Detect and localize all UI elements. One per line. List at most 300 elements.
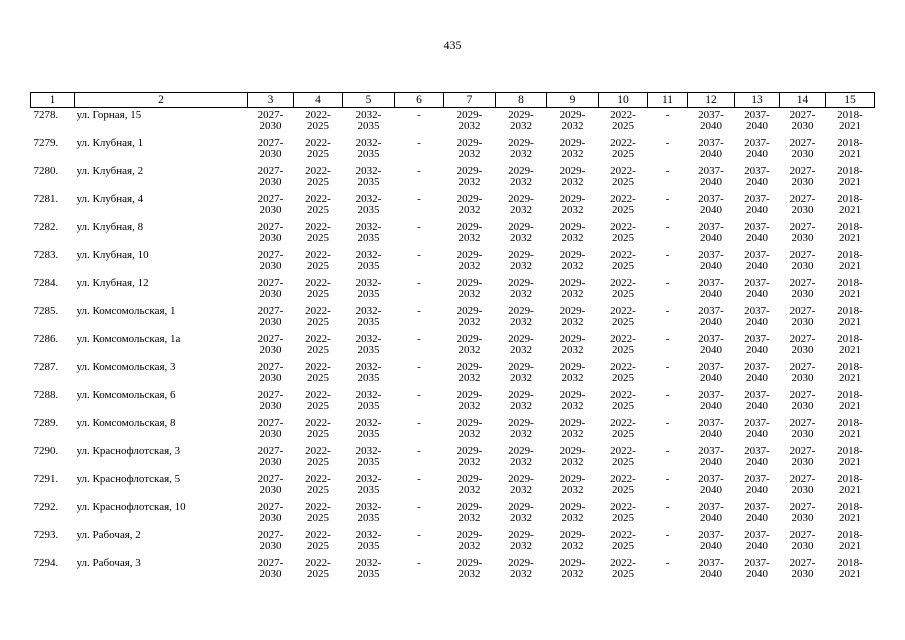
period-start: 2029- <box>559 389 586 401</box>
period-start: 2022- <box>305 305 331 317</box>
period-start: 2032- <box>355 305 382 317</box>
period-cell <box>343 166 395 194</box>
period-start: 2018- <box>837 305 863 317</box>
period-end: 2021 <box>838 176 861 188</box>
period-start: 2029- <box>508 417 534 429</box>
period-cell <box>444 558 496 586</box>
period-end: 2025 <box>306 456 329 468</box>
period-start: 2029- <box>508 165 534 177</box>
period-cell <box>735 558 780 586</box>
period-start: 2027- <box>789 277 816 289</box>
period-start: 2027- <box>257 165 284 177</box>
period-start: 2022- <box>305 389 331 401</box>
period-cell <box>599 362 648 390</box>
period-cell <box>735 334 780 362</box>
period-cell <box>599 390 648 418</box>
period-cell <box>780 194 826 222</box>
period-cell <box>599 446 648 474</box>
period-end: 2030 <box>791 400 814 412</box>
period-end: 2030 <box>791 512 814 524</box>
period-end: 2030 <box>259 456 282 468</box>
period-start: 2029- <box>456 137 483 149</box>
row-number: 7289. <box>33 417 59 429</box>
period-start: 2037- <box>698 389 724 401</box>
period-cell <box>248 194 294 222</box>
period-cell <box>780 108 826 139</box>
period-cell <box>688 278 735 306</box>
period-end: 2040 <box>745 456 768 468</box>
period-start: 2029- <box>456 221 483 233</box>
period-start: 2027- <box>257 473 284 485</box>
period-cell <box>444 194 496 222</box>
period-cell <box>343 108 395 139</box>
period-end: 2025 <box>306 204 329 216</box>
period-start: 2037- <box>698 501 724 513</box>
period-start: 2018- <box>837 249 863 261</box>
period-end: 2021 <box>838 148 861 160</box>
period-end: 2040 <box>745 568 768 580</box>
period-cell <box>599 108 648 139</box>
row-number: 7291. <box>33 473 59 485</box>
period-end: 2030 <box>259 316 282 328</box>
period-end: 2040 <box>745 372 768 384</box>
period-cell <box>780 530 826 558</box>
period-end: 2040 <box>745 204 768 216</box>
period-cell <box>343 138 395 166</box>
period-cell <box>343 250 395 278</box>
column-header: 4 <box>294 93 343 108</box>
period-end: 2032 <box>561 344 584 356</box>
period-end: 2025 <box>611 120 634 132</box>
period-end: 2021 <box>838 344 861 356</box>
period-cell <box>444 530 496 558</box>
period-start: 2032- <box>355 221 382 233</box>
period-end: 2040 <box>745 400 768 412</box>
period-end: 2032 <box>458 232 481 244</box>
period-cell <box>547 108 599 139</box>
period-start: 2018- <box>837 277 863 289</box>
period-cell <box>826 530 875 558</box>
table-row <box>31 222 875 250</box>
period-end: 2030 <box>259 372 282 384</box>
period-cell <box>547 194 599 222</box>
period-start: 2029- <box>559 305 586 317</box>
row-address: ул. Клубная, 1 <box>76 137 144 149</box>
period-end: 2025 <box>611 540 634 552</box>
period-end: 2025 <box>611 260 634 272</box>
period-cell <box>294 194 343 222</box>
period-end: 2030 <box>259 512 282 524</box>
period-cell <box>294 250 343 278</box>
period-cell: - <box>417 389 421 401</box>
period-cell: - <box>665 473 670 485</box>
period-cell <box>826 250 875 278</box>
period-cell <box>248 138 294 166</box>
period-end: 2035 <box>357 316 380 328</box>
period-cell <box>343 418 395 446</box>
period-end: 2035 <box>357 540 380 552</box>
period-cell <box>496 334 547 362</box>
column-header: 8 <box>496 93 547 108</box>
period-end: 2030 <box>791 568 814 580</box>
period-cell <box>599 502 648 530</box>
period-cell <box>248 362 294 390</box>
period-cell <box>444 166 496 194</box>
period-cell <box>294 222 343 250</box>
period-cell <box>444 418 496 446</box>
period-start: 2027- <box>789 221 816 233</box>
column-header: 9 <box>547 93 599 108</box>
period-start: 2032- <box>355 109 382 121</box>
row-address: ул. Клубная, 8 <box>76 221 144 233</box>
period-end: 2025 <box>306 484 329 496</box>
period-end: 2025 <box>611 148 634 160</box>
period-end: 2040 <box>699 344 722 356</box>
period-start: 2037- <box>698 221 724 233</box>
period-end: 2021 <box>838 568 861 580</box>
period-end: 2030 <box>791 456 814 468</box>
period-start: 2022- <box>305 277 331 289</box>
period-end: 2030 <box>791 372 814 384</box>
period-start: 2027- <box>789 361 816 373</box>
row-address: ул. Рабочая, 2 <box>76 529 141 541</box>
period-cell <box>688 446 735 474</box>
period-cell <box>826 306 875 334</box>
period-cell <box>496 558 547 586</box>
row-number: 7285. <box>33 305 59 317</box>
table-row <box>31 306 875 334</box>
period-cell <box>248 250 294 278</box>
period-start: 2032- <box>355 389 382 401</box>
period-cell <box>294 446 343 474</box>
period-cell <box>547 362 599 390</box>
period-start: 2037- <box>698 109 724 121</box>
row-address: ул. Клубная, 2 <box>76 165 144 177</box>
period-cell <box>735 390 780 418</box>
period-cell <box>826 166 875 194</box>
row-address: ул. Рабочая, 3 <box>76 557 141 569</box>
period-start: 2037- <box>698 277 724 289</box>
period-end: 2032 <box>509 568 532 580</box>
period-start: 2018- <box>837 165 863 177</box>
period-end: 2035 <box>357 344 380 356</box>
period-cell <box>599 250 648 278</box>
row-address: ул. Комсомольская, 1 <box>76 305 176 317</box>
period-cell <box>599 222 648 250</box>
period-start: 2029- <box>456 557 483 569</box>
period-start: 2027- <box>257 277 284 289</box>
period-start: 2027- <box>789 137 816 149</box>
column-header: 1 <box>31 93 75 108</box>
period-end: 2040 <box>699 456 722 468</box>
period-start: 2037- <box>744 389 770 401</box>
period-end: 2035 <box>357 288 380 300</box>
period-start: 2029- <box>559 529 586 541</box>
period-end: 2021 <box>838 260 861 272</box>
period-cell: - <box>665 249 670 261</box>
period-end: 2032 <box>509 372 532 384</box>
period-cell <box>547 334 599 362</box>
period-cell <box>688 362 735 390</box>
period-end: 2040 <box>745 260 768 272</box>
period-start: 2022- <box>610 277 636 289</box>
period-start: 2029- <box>508 221 534 233</box>
period-end: 2032 <box>561 260 584 272</box>
period-cell <box>294 306 343 334</box>
period-end: 2032 <box>458 456 481 468</box>
period-start: 2018- <box>837 109 863 121</box>
row-number: 7280. <box>33 165 59 177</box>
period-start: 2022- <box>610 417 636 429</box>
period-start: 2018- <box>837 221 863 233</box>
period-start: 2029- <box>456 473 483 485</box>
period-cell <box>688 474 735 502</box>
period-end: 2030 <box>259 288 282 300</box>
period-end: 2032 <box>561 400 584 412</box>
period-start: 2022- <box>305 417 331 429</box>
period-end: 2035 <box>357 120 380 132</box>
period-end: 2032 <box>509 344 532 356</box>
period-start: 2032- <box>355 277 382 289</box>
period-start: 2018- <box>837 137 863 149</box>
period-cell <box>780 306 826 334</box>
column-header: 13 <box>735 93 780 108</box>
period-end: 2032 <box>509 288 532 300</box>
period-cell <box>248 108 294 139</box>
period-cell: - <box>417 333 421 345</box>
period-cell <box>735 502 780 530</box>
period-cell: - <box>417 305 421 317</box>
period-end: 2025 <box>611 400 634 412</box>
period-end: 2025 <box>611 344 634 356</box>
period-end: 2040 <box>699 232 722 244</box>
period-cell <box>826 558 875 586</box>
period-start: 2037- <box>744 165 770 177</box>
period-start: 2029- <box>456 165 483 177</box>
table-row <box>31 362 875 390</box>
period-start: 2018- <box>837 417 863 429</box>
period-end: 2025 <box>611 568 634 580</box>
period-cell <box>248 558 294 586</box>
period-end: 2025 <box>306 232 329 244</box>
period-cell <box>294 558 343 586</box>
period-cell <box>248 390 294 418</box>
period-cell <box>780 362 826 390</box>
period-end: 2032 <box>561 120 584 132</box>
period-end: 2030 <box>259 232 282 244</box>
period-end: 2032 <box>561 456 584 468</box>
period-end: 2025 <box>611 456 634 468</box>
period-end: 2025 <box>306 316 329 328</box>
period-start: 2029- <box>508 501 534 513</box>
row-address: ул. Краснофлотская, 5 <box>76 473 181 485</box>
period-end: 2030 <box>791 176 814 188</box>
period-end: 2040 <box>699 288 722 300</box>
period-cell <box>444 502 496 530</box>
period-cell <box>343 502 395 530</box>
period-start: 2027- <box>257 249 284 261</box>
period-start: 2027- <box>257 333 284 345</box>
period-end: 2040 <box>699 428 722 440</box>
period-end: 2040 <box>699 148 722 160</box>
period-cell <box>826 390 875 418</box>
column-header: 5 <box>343 93 395 108</box>
period-start: 2022- <box>305 165 331 177</box>
period-start: 2029- <box>456 333 483 345</box>
period-cell: - <box>665 305 670 317</box>
period-end: 2032 <box>458 372 481 384</box>
period-start: 2022- <box>610 249 636 261</box>
period-start: 2029- <box>456 417 483 429</box>
column-header: 10 <box>599 93 648 108</box>
column-header: 6 <box>395 93 444 108</box>
period-end: 2021 <box>838 484 861 496</box>
period-end: 2021 <box>838 120 861 132</box>
table-row <box>31 166 875 194</box>
period-end: 2032 <box>509 260 532 272</box>
table-row <box>31 558 875 586</box>
period-start: 2037- <box>698 193 724 205</box>
period-start: 2022- <box>305 109 331 121</box>
period-end: 2030 <box>791 260 814 272</box>
period-start: 2029- <box>508 557 534 569</box>
period-end: 2035 <box>357 232 380 244</box>
table-row <box>31 446 875 474</box>
period-end: 2032 <box>509 120 532 132</box>
period-start: 2027- <box>789 305 816 317</box>
period-end: 2040 <box>699 540 722 552</box>
period-cell: - <box>665 529 670 541</box>
period-start: 2029- <box>456 389 483 401</box>
column-header: 14 <box>780 93 826 108</box>
period-start: 2022- <box>610 529 636 541</box>
period-cell <box>294 278 343 306</box>
column-header: 12 <box>688 93 735 108</box>
period-end: 2032 <box>561 176 584 188</box>
row-number: 7293. <box>33 529 59 541</box>
period-cell: - <box>665 165 670 177</box>
period-end: 2030 <box>259 484 282 496</box>
period-end: 2032 <box>458 204 481 216</box>
period-cell <box>343 530 395 558</box>
period-end: 2035 <box>357 176 380 188</box>
period-end: 2025 <box>306 148 329 160</box>
table-row <box>31 138 875 166</box>
period-end: 2030 <box>791 428 814 440</box>
period-cell <box>248 222 294 250</box>
period-cell <box>735 222 780 250</box>
period-cell <box>444 390 496 418</box>
period-end: 2025 <box>611 372 634 384</box>
period-cell: - <box>417 249 421 261</box>
period-start: 2029- <box>456 109 483 121</box>
row-number: 7279. <box>33 137 59 149</box>
period-cell <box>780 390 826 418</box>
period-end: 2030 <box>259 400 282 412</box>
period-cell <box>688 306 735 334</box>
period-cell <box>688 390 735 418</box>
period-end: 2030 <box>791 288 814 300</box>
period-cell <box>826 418 875 446</box>
period-cell <box>496 222 547 250</box>
period-end: 2032 <box>458 428 481 440</box>
period-start: 2027- <box>789 165 816 177</box>
period-start: 2037- <box>744 501 770 513</box>
period-end: 2025 <box>611 204 634 216</box>
period-cell <box>780 502 826 530</box>
period-start: 2018- <box>837 193 863 205</box>
period-cell <box>496 390 547 418</box>
period-end: 2021 <box>838 456 861 468</box>
period-end: 2021 <box>838 232 861 244</box>
period-start: 2022- <box>610 389 636 401</box>
period-cell <box>444 446 496 474</box>
period-end: 2040 <box>699 400 722 412</box>
period-end: 2040 <box>699 204 722 216</box>
period-start: 2022- <box>305 529 331 541</box>
period-cell <box>444 334 496 362</box>
row-address: ул. Клубная, 4 <box>76 193 144 205</box>
period-start: 2029- <box>559 221 586 233</box>
period-start: 2037- <box>744 305 770 317</box>
period-end: 2021 <box>838 372 861 384</box>
period-end: 2032 <box>458 512 481 524</box>
period-start: 2037- <box>698 249 724 261</box>
period-start: 2037- <box>698 557 724 569</box>
period-cell <box>294 530 343 558</box>
period-end: 2030 <box>791 316 814 328</box>
period-end: 2032 <box>561 232 584 244</box>
period-end: 2021 <box>838 288 861 300</box>
period-cell <box>735 446 780 474</box>
period-end: 2032 <box>509 400 532 412</box>
period-start: 2029- <box>508 445 534 457</box>
period-start: 2029- <box>508 333 534 345</box>
period-cell <box>343 306 395 334</box>
period-cell <box>780 418 826 446</box>
period-start: 2037- <box>744 221 770 233</box>
column-header: 2 <box>75 93 248 108</box>
period-end: 2035 <box>357 484 380 496</box>
period-cell: - <box>417 417 421 429</box>
period-start: 2032- <box>355 165 382 177</box>
period-start: 2022- <box>610 193 636 205</box>
period-cell <box>444 362 496 390</box>
period-end: 2035 <box>357 372 380 384</box>
page-number: 435 <box>443 38 462 52</box>
period-end: 2021 <box>838 400 861 412</box>
period-cell <box>496 108 547 139</box>
period-start: 2029- <box>559 361 586 373</box>
period-start: 2029- <box>456 249 483 261</box>
period-end: 2032 <box>458 344 481 356</box>
period-start: 2029- <box>508 193 534 205</box>
period-end: 2025 <box>306 260 329 272</box>
period-end: 2025 <box>306 176 329 188</box>
period-cell <box>688 138 735 166</box>
period-start: 2022- <box>305 557 331 569</box>
period-end: 2035 <box>357 456 380 468</box>
period-start: 2029- <box>456 305 483 317</box>
period-start: 2027- <box>257 137 284 149</box>
period-cell <box>496 418 547 446</box>
period-end: 2032 <box>458 176 481 188</box>
period-end: 2030 <box>259 568 282 580</box>
period-cell <box>599 418 648 446</box>
period-end: 2032 <box>509 484 532 496</box>
row-number: 7294. <box>33 557 59 569</box>
period-end: 2025 <box>306 372 329 384</box>
